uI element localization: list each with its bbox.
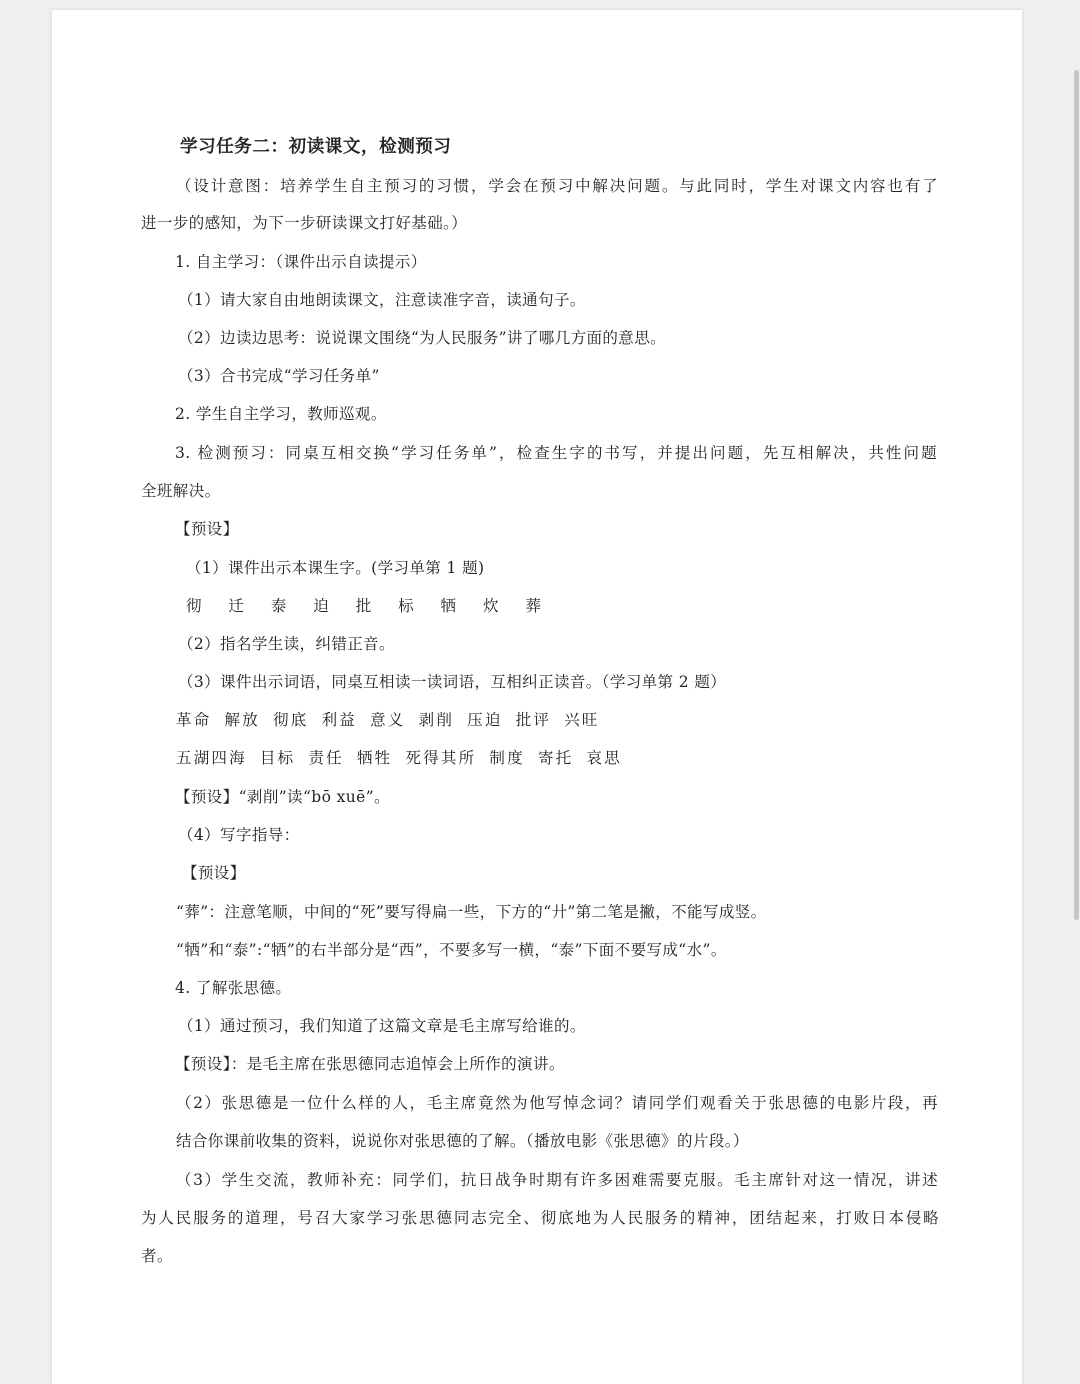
step-1-item-1: （1）请大家自由地朗读课文，注意读准字音，读通句子。 (178, 291, 586, 309)
step-1-heading: 1. 自主学习：（课件出示自读提示） (175, 253, 427, 271)
writing-note-1: “葬”：注意笔顺，中间的“死”要写得扁一些，下方的“廾”第二笔是撇，不能写成竖。 (176, 903, 767, 921)
step-2-heading: 2. 学生自主学习，教师巡观。 (175, 405, 387, 423)
step-1-item-3: （3）合书完成“学习任务单” (178, 367, 380, 385)
preset-item-read: （2）指名学生读，纠错正音。 (178, 635, 395, 653)
preset-label-1: 【预设】 (175, 520, 239, 538)
step-1-item-2: （2）边读边思考：说说课文围绕“为人民服务”讲了哪几方面的意思。 (178, 329, 667, 347)
step-4-item-3-line-3: 者。 (141, 1247, 173, 1265)
step-4-item-2-line-1: （2）张思德是一位什么样的人，毛主席竟然为他写悼念词？请同学们观看关于张思德的电影片段，再 (176, 1094, 938, 1112)
step-4-item-2-line-2: 结合你课前收集的资料，说说你对张思德的了解。（播放电影《张思德》的片段。） (176, 1132, 749, 1150)
preset-pronunciation: 【预设】“剥削”读“bō xuē”。 (175, 788, 390, 806)
preset-label-2: 【预设】 (182, 864, 246, 882)
design-intent-line-1: （设计意图：培养学生自主预习的习惯，学会在预习中解决问题。与此同时，学生对课文内容也有了 (176, 177, 938, 195)
step-3-line-1: 3. 检测预习：同桌互相交换“学习任务单”，检查生字的书写，并提出问题，先互相解决，共性问题 (175, 444, 937, 462)
section-title: 学习任务二：初读课文，检测预习 (180, 137, 452, 157)
design-intent-line-2: 进一步的感知，为下一步研读课文打好基础。） (141, 214, 468, 232)
step-4-heading: 4. 了解张思德。 (175, 979, 292, 997)
writing-note-2: “牺”和“泰”:“牺”的右半部分是“西”，不要多写一横，“泰”下面不要写成“水”。 (176, 941, 727, 959)
new-characters-list: 彻 迁 泰 迫 批 标 牺 炊 葬 (186, 597, 545, 615)
step-4-item-1: （1）通过预习，我们知道了这篇文章是毛主席写给谁的。 (178, 1017, 586, 1035)
preset-answer: 【预设】：是毛主席在张思德同志追悼会上所作的演讲。 (175, 1055, 565, 1073)
word-list-2: 五湖四海 目标 责任 牺牲 死得其所 制度 寄托 哀思 (176, 749, 622, 767)
writing-guidance-heading: （4）写字指导： (178, 826, 300, 844)
preset-item-words: （3）课件出示词语，同桌互相读一读词语，互相纠正读音。（学习单第 2 题） (178, 673, 727, 691)
step-4-item-3-line-1: （3）学生交流，教师补充：同学们，抗日战争时期有许多困难需要克服。毛主席针对这一情况，讲述 (176, 1171, 938, 1189)
step-3-line-2: 全班解决。 (141, 482, 221, 500)
vertical-scrollbar[interactable] (1074, 70, 1079, 920)
word-list-1: 革命 解放 彻底 利益 意义 剥削 压迫 批评 兴旺 (176, 711, 600, 729)
step-4-item-3-line-2: 为人民服务的道理，号召大家学习张思德同志完全、彻底地为人民服务的精神，团结起来，打败日本侵略 (141, 1209, 939, 1227)
preset-item-new-chars: （1）课件出示本课生字。(学习单第 1 题) (186, 559, 485, 577)
